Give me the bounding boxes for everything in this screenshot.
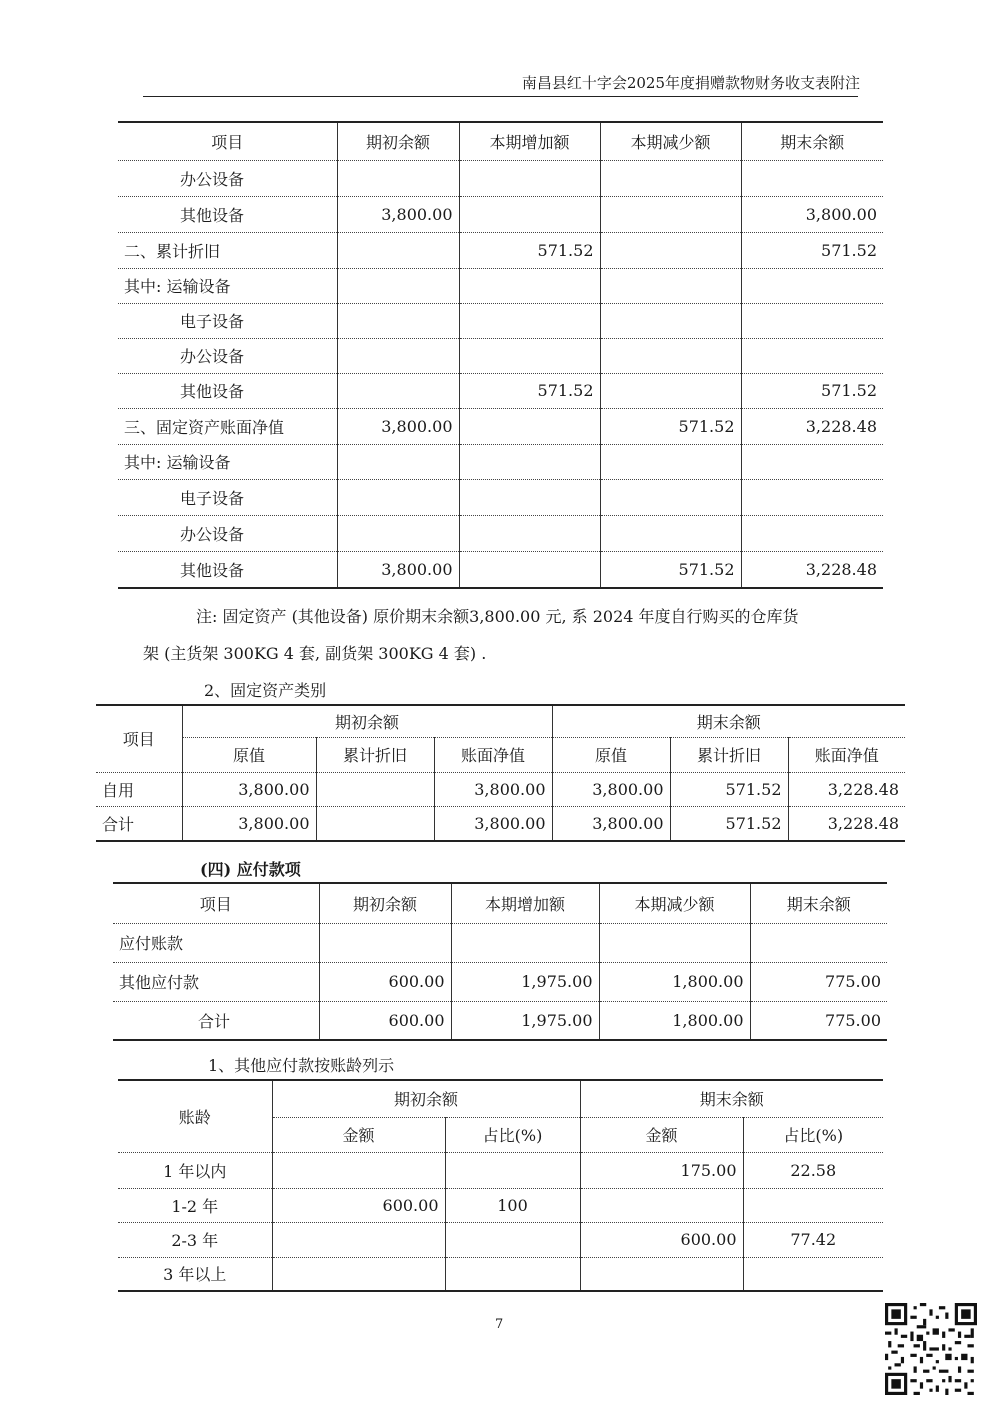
cell	[337, 515, 459, 551]
row-label: 1-2 年	[118, 1188, 272, 1222]
cell	[600, 373, 741, 408]
cell	[459, 196, 600, 232]
row-label: 其他设备	[118, 373, 337, 408]
row-label: 二、累计折旧	[118, 232, 337, 268]
col-header: 项目	[118, 122, 337, 160]
cell: 3,800.00	[434, 772, 552, 806]
header-rule	[143, 96, 858, 97]
row-label: 电子设备	[118, 303, 337, 338]
cell: 3,800.00	[337, 408, 459, 444]
col-header: 原值	[182, 737, 316, 772]
col-header: 金额	[272, 1117, 445, 1152]
col-header: 期初余额	[337, 122, 459, 160]
table-row	[96, 806, 905, 841]
table-row	[118, 196, 883, 232]
cell	[337, 303, 459, 338]
fixed-assets-table	[118, 121, 883, 589]
cell: 1,975.00	[451, 962, 599, 1001]
col-header: 本期增加额	[459, 122, 600, 160]
col-header: 期初余额	[319, 883, 451, 923]
cell: 571.52	[600, 551, 741, 588]
cell: 1,800.00	[599, 1001, 750, 1040]
cell	[451, 923, 599, 962]
table-row	[118, 232, 883, 268]
asset-category-table	[96, 704, 905, 842]
row-label: 其中: 运输设备	[118, 268, 337, 303]
table-row	[113, 962, 887, 1001]
section-title-asset-category: 2、固定资产类别	[204, 681, 327, 700]
cell	[459, 515, 600, 551]
col-header: 期末余额	[741, 122, 883, 160]
col-header: 期末余额	[750, 883, 887, 923]
cell	[316, 772, 434, 806]
cell: 3,800.00	[552, 806, 670, 841]
cell: 175.00	[580, 1152, 743, 1188]
cell: 571.52	[600, 408, 741, 444]
qr-code-icon	[885, 1303, 977, 1395]
cell: 22.58	[743, 1152, 883, 1188]
col-header: 累计折旧	[316, 737, 434, 772]
cell	[741, 444, 883, 479]
row-label: 办公设备	[118, 160, 337, 196]
cell	[316, 806, 434, 841]
col-header: 本期减少额	[599, 883, 750, 923]
row-label: 其他应付款	[113, 962, 319, 1001]
table-row	[118, 551, 883, 588]
table-row	[118, 444, 883, 479]
cell	[741, 268, 883, 303]
row-label: 应付账款	[113, 923, 319, 962]
group-header-opening: 期初余额	[272, 1080, 580, 1117]
note-line-1: 注: 固定资产 (其他设备) 原价期末余额3,800.00 元, 系 2024 年度自行购买的仓库货	[196, 607, 799, 626]
cell	[600, 515, 741, 551]
cell: 571.52	[741, 373, 883, 408]
cell	[445, 1257, 580, 1291]
cell: 571.52	[741, 232, 883, 268]
col-header: 本期增加额	[451, 883, 599, 923]
col-header-age: 账龄	[118, 1080, 272, 1152]
cell	[459, 338, 600, 373]
group-header-closing: 期末余额	[580, 1080, 883, 1117]
table-header-row	[118, 1080, 883, 1117]
cell: 3,228.48	[788, 806, 905, 841]
cell: 3,800.00	[337, 551, 459, 588]
cell: 600.00	[319, 1001, 451, 1040]
cell: 571.52	[670, 806, 788, 841]
cell: 571.52	[459, 232, 600, 268]
row-label: 合计	[113, 1001, 319, 1040]
cell	[272, 1222, 445, 1257]
col-header: 账面净值	[788, 737, 905, 772]
cell: 600.00	[319, 962, 451, 1001]
cell: 775.00	[750, 1001, 887, 1040]
row-label: 合计	[96, 806, 182, 841]
cell	[459, 444, 600, 479]
col-header: 原值	[552, 737, 670, 772]
cell	[580, 1188, 743, 1222]
col-header: 账面净值	[434, 737, 552, 772]
col-header: 金额	[580, 1117, 743, 1152]
cell: 600.00	[272, 1188, 445, 1222]
cell	[459, 160, 600, 196]
col-header: 本期减少额	[600, 122, 741, 160]
cell	[459, 303, 600, 338]
col-header: 项目	[113, 883, 319, 923]
table-row	[113, 923, 887, 962]
cell: 775.00	[750, 962, 887, 1001]
table-row	[118, 1152, 883, 1188]
cell: 3,800.00	[337, 196, 459, 232]
cell: 571.52	[670, 772, 788, 806]
cell	[319, 923, 451, 962]
cell	[600, 232, 741, 268]
cell: 3,800.00	[741, 196, 883, 232]
cell	[741, 303, 883, 338]
section-title-payables: (四) 应付款项	[200, 860, 301, 879]
cell	[459, 408, 600, 444]
cell	[600, 268, 741, 303]
table-row	[118, 160, 883, 196]
row-label: 1 年以内	[118, 1152, 272, 1188]
cell	[741, 338, 883, 373]
table-row	[118, 373, 883, 408]
table-row	[118, 408, 883, 444]
col-header: 累计折旧	[670, 737, 788, 772]
table-subheader-row	[96, 737, 905, 772]
cell	[337, 373, 459, 408]
table-header-row	[118, 122, 883, 160]
cell: 3,228.48	[741, 551, 883, 588]
row-label: 其他设备	[118, 196, 337, 232]
cell: 3,800.00	[434, 806, 552, 841]
row-label: 三、固定资产账面净值	[118, 408, 337, 444]
cell	[741, 160, 883, 196]
cell	[459, 268, 600, 303]
cell: 1,800.00	[599, 962, 750, 1001]
row-label: 3 年以上	[118, 1257, 272, 1291]
table-row	[118, 515, 883, 551]
payables-table	[113, 882, 887, 1041]
cell	[743, 1188, 883, 1222]
cell	[445, 1152, 580, 1188]
cell	[272, 1152, 445, 1188]
section-title-aging: 1、其他应付款按账龄列示	[208, 1056, 395, 1075]
table-row	[113, 1001, 887, 1040]
cell	[600, 196, 741, 232]
cell	[741, 515, 883, 551]
col-header: 占比(%)	[445, 1117, 580, 1152]
cell	[337, 338, 459, 373]
table-header-row	[113, 883, 887, 923]
table-row	[118, 479, 883, 515]
row-label: 办公设备	[118, 338, 337, 373]
cell: 3,800.00	[552, 772, 670, 806]
table-header-row	[96, 705, 905, 737]
cell	[337, 444, 459, 479]
row-label: 其中: 运输设备	[118, 444, 337, 479]
cell	[337, 268, 459, 303]
cell: 3,228.48	[788, 772, 905, 806]
cell	[272, 1257, 445, 1291]
cell	[337, 232, 459, 268]
cell: 3,800.00	[182, 806, 316, 841]
cell	[580, 1257, 743, 1291]
table-row	[118, 268, 883, 303]
group-header-closing: 期末余额	[552, 705, 905, 737]
page-number: 7	[495, 1317, 504, 1332]
cell: 1,975.00	[451, 1001, 599, 1040]
cell	[600, 444, 741, 479]
cell: 600.00	[580, 1222, 743, 1257]
page-header-title: 南昌县红十字会2025年度捐赠款物财务收支表附注	[521, 74, 860, 92]
cell	[459, 479, 600, 515]
col-header: 占比(%)	[743, 1117, 883, 1152]
aging-table	[118, 1079, 883, 1292]
table-row	[118, 303, 883, 338]
cell	[600, 338, 741, 373]
row-label: 其他设备	[118, 551, 337, 588]
cell	[599, 923, 750, 962]
cell: 3,800.00	[182, 772, 316, 806]
cell	[750, 923, 887, 962]
row-label: 2-3 年	[118, 1222, 272, 1257]
cell: 3,228.48	[741, 408, 883, 444]
cell	[445, 1222, 580, 1257]
cell	[337, 160, 459, 196]
cell	[741, 479, 883, 515]
cell: 77.42	[743, 1222, 883, 1257]
table-row	[118, 1188, 883, 1222]
table-row	[118, 1222, 883, 1257]
table-row	[118, 1257, 883, 1291]
cell: 100	[445, 1188, 580, 1222]
row-label: 办公设备	[118, 515, 337, 551]
group-header-opening: 期初余额	[182, 705, 552, 737]
note-line-2: 架 (主货架 300KG 4 套, 副货架 300KG 4 套) .	[143, 644, 487, 663]
cell	[600, 303, 741, 338]
table-row	[118, 338, 883, 373]
cell	[600, 479, 741, 515]
table-row	[96, 772, 905, 806]
row-label: 电子设备	[118, 479, 337, 515]
cell	[459, 551, 600, 588]
col-header-item: 项目	[96, 705, 182, 772]
cell	[743, 1257, 883, 1291]
cell: 571.52	[459, 373, 600, 408]
row-label: 自用	[96, 772, 182, 806]
cell	[600, 160, 741, 196]
cell	[337, 479, 459, 515]
